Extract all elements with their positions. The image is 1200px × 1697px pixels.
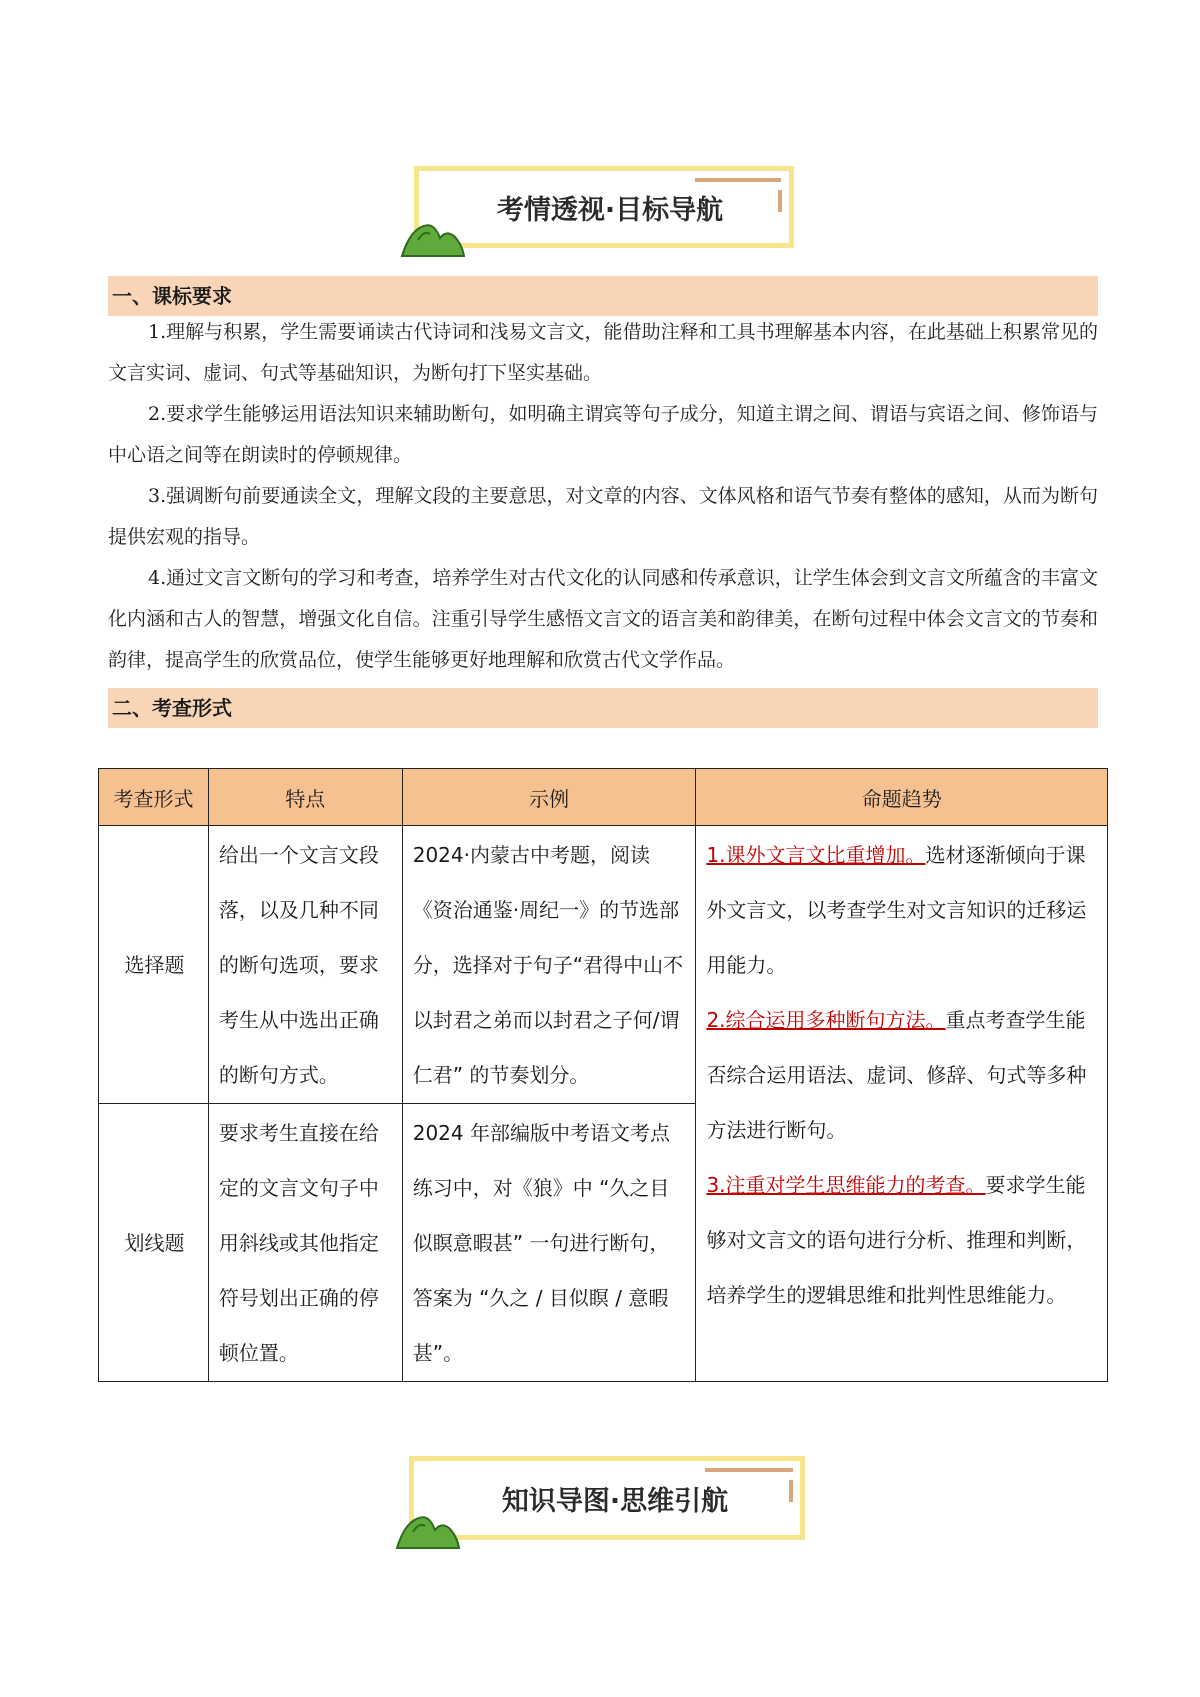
header-example: 示例 xyxy=(402,769,696,826)
row-example: 2024·内蒙古中考题，阅读《资治通鉴·周纪一》的节选部分，选择对于句子“君得中山不以封君之弟而以封君之子何/谓仁君” 的节奏划分。 xyxy=(402,826,696,1104)
curriculum-paragraph-2: 2.要求学生能够运用语法知识来辅助断句，如明确主谓宾等句子成分，知道主谓之间、谓语与宾语之间、修饰语与中心语之间等在朗读时的停顿规律。 xyxy=(108,403,1098,466)
row-type: 划线题 xyxy=(99,1104,209,1382)
row-example: 2024 年部编版中考语文考点练习中，对《狼》中 “久之目似瞑意暇甚” 一句进行断句，答案为 “久之 / 目似瞑 / 意暇甚”。 xyxy=(402,1104,696,1382)
banner-title: 知识导图·思维引航 xyxy=(501,1486,729,1517)
table-row xyxy=(99,826,1108,1104)
banner-accent-line xyxy=(695,178,781,182)
trend-item-2-title: 2.综合运用多种断句方法。 xyxy=(706,1008,946,1032)
mountain-icon xyxy=(400,216,466,258)
trend-item-2-text: 重点考查学生能否综合运用语法、虚词、修辞、句式等多种方法进行断句。 xyxy=(706,1008,1087,1142)
banner-top xyxy=(400,166,800,256)
section-heading-curriculum: 一、课标要求 xyxy=(108,276,1098,316)
exam-form-table xyxy=(98,768,1108,1382)
banner-accent-bar xyxy=(789,1480,793,1502)
trend-cell xyxy=(696,826,1108,1382)
trend-item-3-title: 3.注重对学生思维能力的考查。 xyxy=(706,1173,986,1197)
banner-accent-line xyxy=(705,1468,793,1472)
header-trend: 命题趋势 xyxy=(696,769,1108,826)
header-exam-form: 考查形式 xyxy=(99,769,209,826)
curriculum-paragraph-3: 3.强调断句前要通读全文，理解文段的主要意思，对文章的内容、文体风格和语气节奏有整体的感知，从而为断句提供宏观的指导。 xyxy=(108,485,1098,548)
section-heading-exam-form: 二、考查形式 xyxy=(108,688,1098,728)
trend-item-3-text: 要求学生能够对文言文的语句进行分析、推理和判断，培养学生的逻辑思维和批判性思维能力。 xyxy=(706,1173,1087,1307)
row-feature: 要求考生直接在给定的文言文句子中用斜线或其他指定符号划出正确的停顿位置。 xyxy=(208,1104,402,1382)
curriculum-paragraph-1: 1.理解与积累，学生需要诵读古代诗词和浅易文言文，能借助注释和工具书理解基本内容，在此基础上积累常见的文言实词、虚词、句式等基础知识，为断句打下坚实基础。 xyxy=(108,321,1098,384)
mountain-icon xyxy=(395,1508,461,1550)
row-feature: 给出一个文言文段落，以及几种不同的断句选项，要求考生从中选出正确的断句方式。 xyxy=(208,826,402,1104)
curriculum-paragraph-4: 4.通过文言文断句的学习和考查，培养学生对古代文化的认同感和传承意识，让学生体会到文言文所蕴含的丰富文化内涵和古人的智慧，增强文化自信。注重引导学生感悟文言文的语言美和韵律美，在断句过程中体会文言文的节奏和韵律，提高学生的欣赏品位，使学生能够更好地理解和欣赏古代文学作品。 xyxy=(108,567,1098,671)
header-features: 特点 xyxy=(208,769,402,826)
row-type: 选择题 xyxy=(99,826,209,1104)
banner-accent-bar xyxy=(778,190,782,212)
table-header-row xyxy=(99,769,1108,826)
trend-item-1-title: 1.课外文言文比重增加。 xyxy=(706,843,926,867)
trend-item-1-text: 选材逐渐倾向于课外文言文，以考查学生对文言知识的迁移运用能力。 xyxy=(706,843,1087,977)
banner-bottom xyxy=(395,1456,815,1551)
banner-title: 考情透视·目标导航 xyxy=(496,195,724,226)
